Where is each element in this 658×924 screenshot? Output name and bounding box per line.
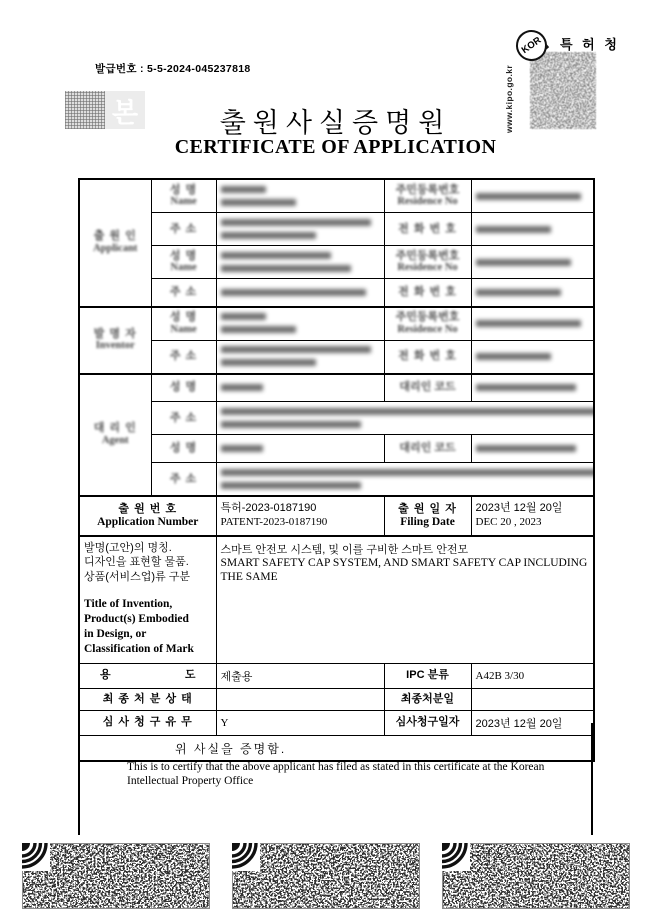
inventor-address-label: 주 소 bbox=[151, 340, 216, 374]
agent2-code-label: 대리인 코드 bbox=[384, 435, 471, 463]
applicant1-name-value bbox=[216, 179, 384, 213]
stamp-bon-character: 본 bbox=[105, 91, 145, 129]
invention-title-label-en4: Classification of Mark bbox=[84, 642, 194, 655]
exam-request-label: 심 사 청 구 유 무 bbox=[79, 710, 216, 735]
final-disposition-status-label: 최 종 처 분 상 태 bbox=[79, 688, 216, 710]
application-number-label: 출 원 번 호 Application Number bbox=[79, 496, 216, 536]
application-number-value bbox=[216, 496, 384, 536]
ipc-label: IPC 분류 bbox=[384, 663, 471, 688]
filing-date-ko: 2023년 12월 20일 bbox=[475, 502, 563, 515]
applicant2-name-value bbox=[216, 246, 384, 279]
inventor-address-value bbox=[216, 340, 384, 374]
final-disposition-date-label: 최종처분일 bbox=[384, 688, 471, 710]
applicant-group-label: 출 원 인 Applicant bbox=[79, 179, 151, 307]
seal-url: www.kipo.go.kr bbox=[504, 64, 514, 133]
inventor-phone-label: 전 화 번 호 bbox=[384, 340, 471, 374]
applicant2-phone-label: 전 화 번 호 bbox=[384, 279, 471, 307]
agent1-code-label: 대리인 코드 bbox=[384, 374, 471, 402]
ripple-arcs-icon bbox=[22, 843, 50, 871]
purpose-value: 제출용 bbox=[216, 663, 384, 688]
invention-title-label-ko2: 디자인을 표현할 물품. bbox=[84, 556, 189, 569]
inventor-resno-label: 주민등록번호 Residence No bbox=[384, 307, 471, 341]
certification-box bbox=[78, 723, 593, 835]
agent1-name-label: 성 명 bbox=[151, 374, 216, 402]
inventor-resno-value bbox=[471, 307, 594, 341]
seal-office-name: 특 허 청 bbox=[560, 37, 620, 52]
invention-title-en: SMART SAFETY CAP SYSTEM, AND SMART SAFETY CAP INCLUDING THE SAME bbox=[220, 557, 588, 583]
exam-request-date-value: 2023년 12월 20일 bbox=[471, 710, 594, 735]
invention-title-label-ko3: 상품(서비스업)류 구분 bbox=[84, 570, 191, 583]
agent-group-label: 대 리 인 Agent bbox=[79, 374, 151, 497]
agent2-name-label: 성 명 bbox=[151, 435, 216, 463]
final-disposition-status-value bbox=[216, 688, 384, 710]
applicant1-address-label: 주 소 bbox=[151, 213, 216, 246]
applicant1-phone-label: 전 화 번 호 bbox=[384, 213, 471, 246]
certification-statement-en: This is to certify that the above applicant has filed as stated in this certificate at the Korean Intellectual Property Office bbox=[127, 761, 545, 788]
barcode-block-1 bbox=[22, 843, 210, 909]
certificate-table bbox=[78, 178, 595, 762]
ipc-value: A42B 3/30 bbox=[471, 663, 594, 688]
applicant1-phone-value bbox=[471, 213, 594, 246]
filing-date-en: DEC 20 , 2023 bbox=[475, 516, 542, 528]
filing-date-value bbox=[471, 496, 594, 536]
agent1-name-value bbox=[216, 374, 384, 402]
application-number-ko: 특허-2023-0187190 bbox=[220, 502, 317, 515]
invention-title-label-en2: Product(s) Embodied bbox=[84, 612, 189, 625]
application-number-en: PATENT-2023-0187190 bbox=[220, 516, 328, 528]
agent1-address-label: 주 소 bbox=[151, 402, 216, 435]
barcode-block-2 bbox=[232, 843, 420, 909]
applicant1-resno-value bbox=[471, 179, 594, 213]
exam-request-date-label: 심사청구일자 bbox=[384, 710, 471, 735]
final-disposition-date-value bbox=[471, 688, 594, 710]
document-title-korean: 출원사실증명원 bbox=[219, 108, 452, 138]
agent2-code-value bbox=[471, 435, 594, 463]
certification-statement-ko: 위 사실을 증명함. bbox=[175, 742, 287, 756]
issue-number: 발급번호 : 5-5-2024-045237818 bbox=[95, 63, 251, 75]
ripple-arcs-icon bbox=[232, 843, 260, 871]
applicant2-address-value bbox=[216, 279, 384, 307]
inventor-group-label: 발 명 자 Inventor bbox=[79, 307, 151, 374]
applicant2-address-label: 주 소 bbox=[151, 279, 216, 307]
invention-title-label bbox=[79, 536, 216, 663]
filing-date-label: 출 원 일 자 Filing Date bbox=[384, 496, 471, 536]
exam-request-value: Y bbox=[216, 710, 384, 735]
applicant2-resno-value bbox=[471, 246, 594, 279]
agent1-address-value bbox=[216, 402, 594, 435]
applicant2-phone-value bbox=[471, 279, 594, 307]
ripple-arcs-icon bbox=[442, 843, 470, 871]
applicant1-address-value bbox=[216, 213, 384, 246]
applicant2-resno-label: 주민등록번호 Residence No bbox=[384, 246, 471, 279]
barcode-block-3 bbox=[442, 843, 630, 909]
applicant2-name-label: 성 명 Name bbox=[151, 246, 216, 279]
seal-qr-code bbox=[530, 52, 596, 129]
applicant1-name-label: 성 명 Name bbox=[151, 179, 216, 213]
purpose-label: 용 도 bbox=[79, 663, 216, 688]
agent1-code-value bbox=[471, 374, 594, 402]
agent2-name-value bbox=[216, 435, 384, 463]
invention-title-label-en3: in Design, or bbox=[84, 627, 147, 640]
inventor-name-label: 성 명 Name bbox=[151, 307, 216, 341]
invention-title-label-ko1: 발명(고안)의 명칭. bbox=[84, 542, 172, 554]
applicant1-resno-label: 주민등록번호 Residence No bbox=[384, 179, 471, 213]
document-title-english: CERTIFICATE OF APPLICATION bbox=[174, 136, 497, 158]
invention-title-ko: 스마트 안전모 시스템, 및 이를 구비한 스마트 안전모 bbox=[220, 544, 469, 556]
inventor-phone-value bbox=[471, 340, 594, 374]
agent2-address-label: 주 소 bbox=[151, 463, 216, 497]
invention-title-label-en1: Title of Invention, bbox=[84, 597, 173, 610]
inventor-name-value bbox=[216, 307, 384, 341]
kor-label: KOR bbox=[519, 34, 544, 57]
invention-title-value bbox=[216, 536, 594, 663]
agent2-address-value bbox=[216, 463, 594, 497]
